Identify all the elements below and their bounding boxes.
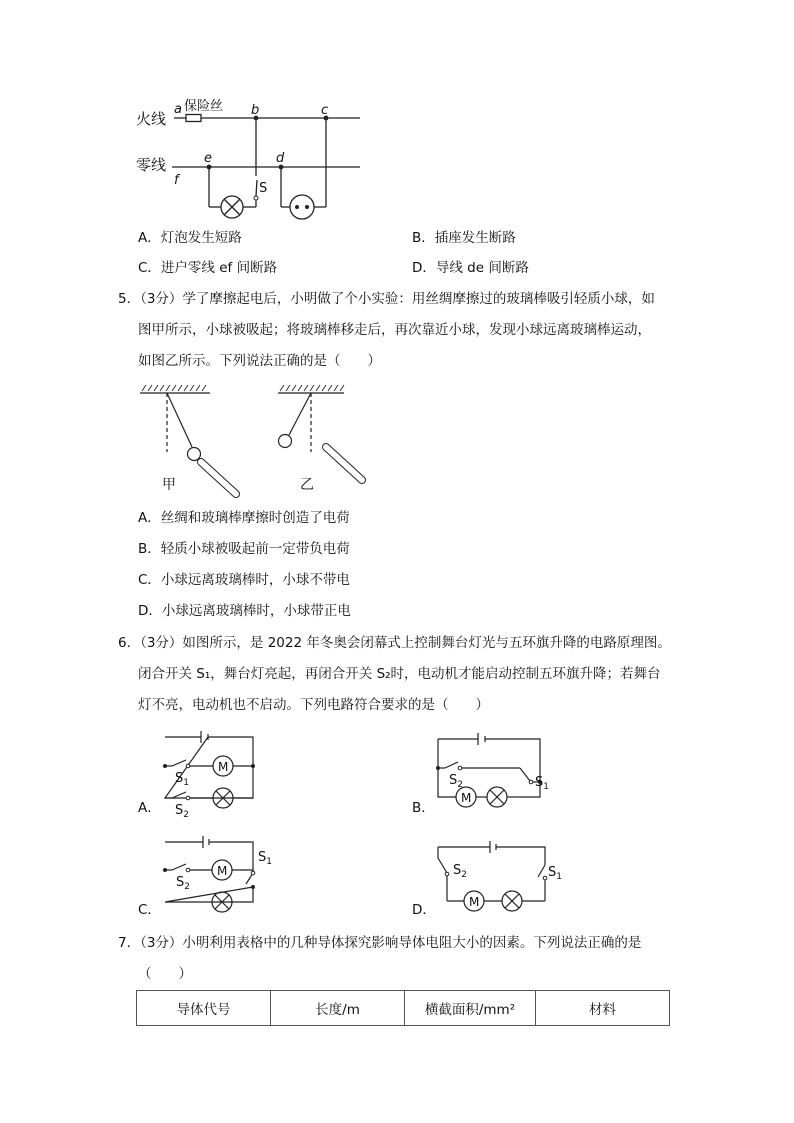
motor-label: M <box>469 895 480 909</box>
switch-s1-label: $S_1$ <box>175 771 189 788</box>
switch-s2-label: $S_2$ <box>176 875 190 892</box>
q5-option-c: C．小球远离玻璃棒时，小球不带电 <box>138 572 350 588</box>
table-header-row <box>137 991 670 1026</box>
q4-option-c: C．进户零线 ef 间断路 <box>138 260 278 276</box>
q7-stem-line-1: 7．（3分）小明利用表格中的几种导体探究影响导体电阻大小的因素。下列说法正确的是 <box>118 935 642 951</box>
q5-option-d: D．小球远离玻璃棒时，小球带正电 <box>138 603 351 619</box>
q6-stem-line-3: 灯不亮，电动机也不启动。下列电路符合要求的是（ ） <box>138 697 489 713</box>
q4-option-a: A．灯泡发生短路 <box>138 230 242 246</box>
q5-stem-line-2: 图甲所示，小球被吸起；将玻璃棒移走后，再次靠近小球，发现小球远离玻璃棒运动， <box>138 322 651 338</box>
q6-circuit-d <box>0 830 794 930</box>
switch-s2-label: $S_2$ <box>453 863 467 880</box>
live-wire-label: 火线 <box>136 110 167 128</box>
motor-label: M <box>218 760 229 774</box>
motor-label: M <box>461 791 472 805</box>
neutral-wire-label: 零线 <box>136 156 167 174</box>
table-header-cell: 横截面积/mm² <box>405 991 536 1026</box>
fig-yi-label: 乙 <box>300 477 314 493</box>
motor-label: M <box>217 864 228 878</box>
point-c: c <box>321 103 329 118</box>
table-header-cell: 长度/m <box>271 991 405 1026</box>
point-d: d <box>276 151 285 166</box>
q7-stem-line-2: （ ） <box>138 966 192 982</box>
q4-circuit-diagram <box>0 0 794 230</box>
switch-s2-label: $S_2$ <box>449 773 463 790</box>
point-f: f <box>174 173 179 188</box>
fig-jia-label: 甲 <box>162 477 176 493</box>
q6-option-a-label: A． <box>138 800 161 816</box>
q4-option-b: B．插座发生断路 <box>412 230 516 246</box>
switch-s2-label: $S_2$ <box>175 803 189 820</box>
table-header-cell: 导体代号 <box>137 991 271 1026</box>
switch-label: S <box>259 181 268 196</box>
point-b: b <box>251 103 260 118</box>
switch-s1-label: $S_1$ <box>258 850 272 867</box>
q5-stem-line-3: 如图乙所示。下列说法正确的是（ ） <box>138 353 381 369</box>
q6-option-b-label: B． <box>412 800 435 816</box>
conductor-table <box>136 990 670 1026</box>
q5-figure <box>0 370 794 500</box>
point-a: a <box>174 102 182 117</box>
switch-s1-label: $S_1$ <box>535 775 549 792</box>
q5-option-b: B．轻质小球被吸起前一定带负电荷 <box>138 541 350 557</box>
q6-stem-line-1: 6．（3分）如图所示，是 2022 年冬奥会闭幕式上控制舞台灯光与五环旗升降的电路原理图。 <box>118 635 671 651</box>
q4-option-d: D．导线 de 间断路 <box>412 260 529 276</box>
q6-stem-line-2: 闭合开关 S₁，舞台灯亮起，再闭合开关 S₂时，电动机才能启动控制五环旗升降；若舞台 <box>138 666 661 682</box>
q6-circuit-b <box>0 725 794 825</box>
q5-stem-line-1: 5．（3分）学了摩擦起电后，小明做了个小实验：用丝绸摩擦过的玻璃棒吸引轻质小球，如 <box>118 291 655 307</box>
q5-option-a: A．丝绸和玻璃棒摩擦时创造了电荷 <box>138 510 350 526</box>
point-e: e <box>204 151 212 166</box>
switch-s1-label: $S_1$ <box>548 865 562 882</box>
q6-option-c-label: C． <box>138 902 161 918</box>
table-header-cell: 材料 <box>536 991 670 1026</box>
q6-option-d-label: D． <box>412 902 436 918</box>
fuse-label: 保险丝 <box>184 99 224 114</box>
